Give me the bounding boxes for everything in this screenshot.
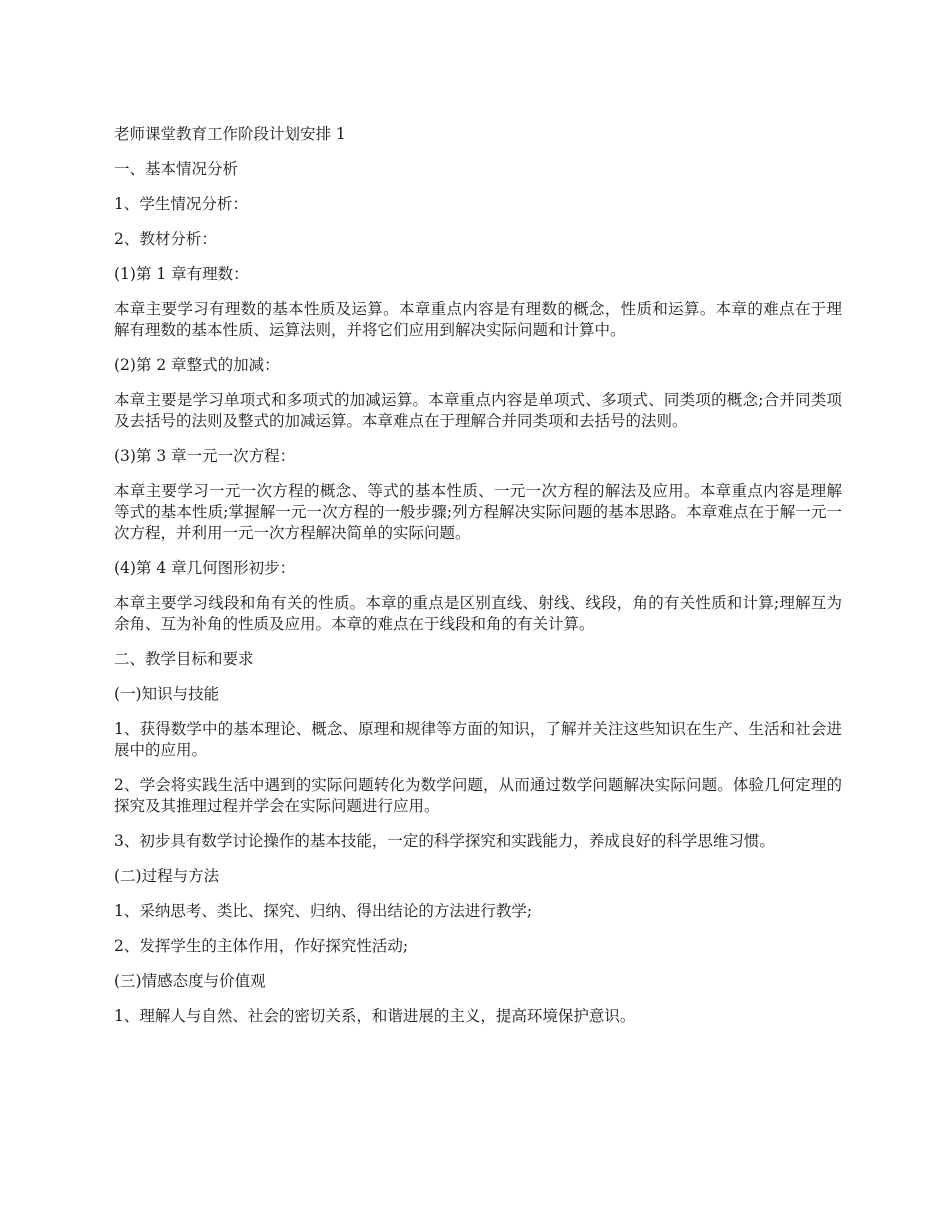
list-item: 3、初步具有数学讨论操作的基本技能，一定的科学探究和实践能力，养成良好的科学思维习惯。 [114,832,775,850]
list-item: 1、采纳思考、类比、探究、归纳、得出结论的方法进行教学; [114,902,533,920]
subsection-heading: (一)知识与技能 [114,685,220,703]
body-paragraph: 本章主要学习有理数的基本性质及运算。本章重点内容是有理数的概念，性质和运算。本章的难点在于理解有理数的基本性质、运算法则，并将它们应用到解决实际问题和计算中。 [114,300,842,339]
document-title: 老师课堂教育工作阶段计划安排 1 [114,125,346,143]
chapter-heading: (1)第 1 章有理数： [114,265,249,283]
chapter-heading: (2)第 2 章整式的加减： [114,356,280,374]
list-item: 2、发挥学生的主体作用，作好探究性活动; [114,937,409,955]
body-paragraph: 本章主要是学习单项式和多项式的加减运算。本章重点内容是单项式、多项式、同类项的概念;合并同类项及去括号的法则及整式的加减运算。本章难点在于理解合并同类项和去括号的法则。 [114,391,842,430]
subsection-heading: 2、教材分析： [114,230,217,248]
subsection-heading: (三)情感态度与价值观 [114,972,266,990]
section-heading: 二、教学目标和要求 [114,650,254,668]
document-page [114,124,842,1041]
subsection-heading: 1、学生情况分析： [114,195,248,213]
body-paragraph: 本章主要学习一元一次方程的概念、等式的基本性质、一元一次方程的解法及应用。本章重点内容是理解等式的基本性质;掌握解一元一次方程的一般步骤;列方程解决实际问题的基本思路。本章难点在于解一元一次方程，并利用一元一次方程解决简单的实际问题。 [114,482,842,542]
chapter-heading: (3)第 3 章一元一次方程： [114,447,296,465]
list-item: 1、理解人与自然、社会的密切关系，和谐进展的主义，提高环境保护意识。 [114,1007,636,1025]
list-item: 2、学会将实践生活中遇到的实际问题转化为数学问题，从而通过数学问题解决实际问题。体验几何定理的探究及其推理过程并学会在实际问题进行应用。 [114,776,842,815]
subsection-heading: (二)过程与方法 [114,867,220,885]
list-item: 1、获得数学中的基本理论、概念、原理和规律等方面的知识，了解并关注这些知识在生产、生活和社会进展中的应用。 [114,720,842,759]
body-paragraph: 本章主要学习线段和角有关的性质。本章的重点是区别直线、射线、线段，角的有关性质和计算;理解互为余角、互为补角的性质及应用。本章的难点在于线段和角的有关计算。 [114,594,842,633]
section-heading: 一、基本情况分析 [114,160,239,178]
chapter-heading: (4)第 4 章几何图形初步： [114,559,296,577]
